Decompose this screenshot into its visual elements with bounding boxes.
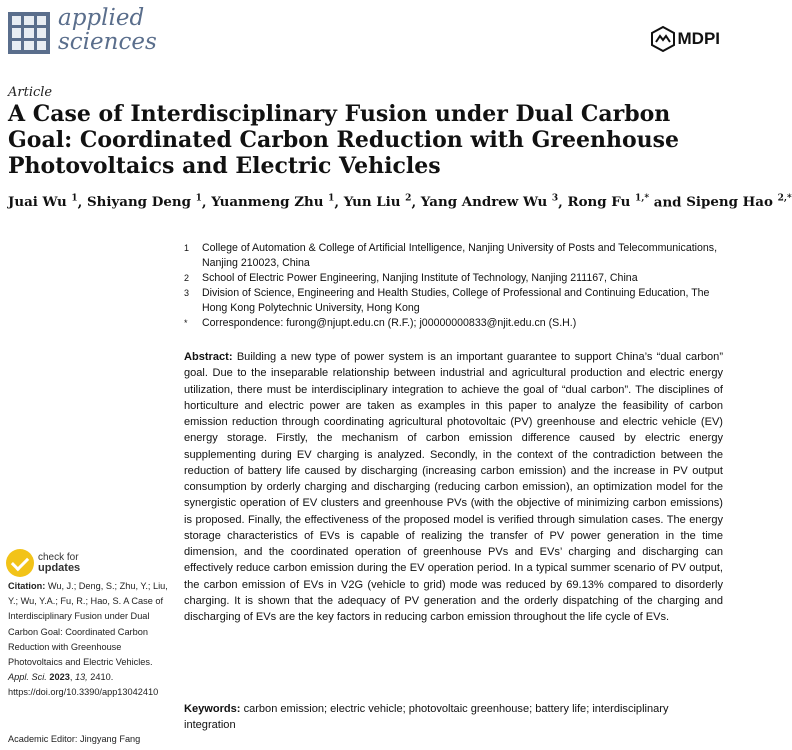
check-line1: check for [38,552,79,563]
author: Sipeng Hao $^{2,*}$ [686,194,792,211]
keywords-text: carbon emission; electric vehicle; photovoltaic greenhouse; battery life; interdisciplinary integration [184,703,669,732]
author-list: Juai Wu $^1$, Shiyang Deng $^1$, Yuanmeng Zhu $^1$, Yun Liu $^2$, Yang Andrew Wu $^3$, Rong Fu $^{1,*}$ and Sipeng Hao $^{2,*}$ [8,194,792,211]
check-for-updates-icon [6,549,34,577]
citation-doi-link[interactable]: 2410. https://doi.org/10.3390/app13042410 [8,672,159,698]
article-type: Article [8,85,53,100]
abstract [184,349,723,625]
academic-editor: Academic Editor: Jingyang Fang [8,734,141,744]
paper-title: A Case of Interdisciplinary Fusion under Dual Carbon Goal: Coordinated Carbon Reduction with Greenhouse Photovoltaics and Electric Vehicles [8,101,679,179]
journal-name-line2: sciences [58,29,157,55]
citation-year: 2023 [49,672,70,683]
check-line2: updates [38,562,81,574]
author: Shiyang Deng $^1$ [87,194,202,211]
author: Rong Fu $^{1,*}$ [567,194,650,211]
citation-volume: 13, [74,672,88,683]
author: Yun Liu $^2$ [343,194,412,211]
mdpi-logo-icon [651,26,675,52]
journal-name-line1: applied [58,5,145,31]
publisher-name: MDPI [677,29,720,48]
citation-label: Citation: [8,581,46,591]
journal-logo-icon [8,12,50,54]
abstract-text: Building a new type of power system is an important guarantee to support China’s “dual carbon” goal. Due to the inseparable relationship between industrial and agricultural production and electric energy utilization, there must be interdisciplinary integration to achieve the goal of “dual carbon”. The disciplines of horticulture and electric power are taken as examples in this paper to analyze the feasibility of carbon emission reduction through coordinating agricultural photovoltaic (PV) greenhouse and electric vehicle (EV) energy storage. Firstly, the mechanism of carbon emission difference caused by electric energy supplementing during EV charging is analyzed. Secondly, in the context of the contradiction between the reduction of battery life caused by discharging (increasing carbon emission) and the increase in PV output consumption by orderly charging and discharging (reducing carbon emission), an optimization model for the synergistic operation of EV clusters and greenhouse PVs (with the objective of minimizing carbon emissions) is proposed. Finally, the effectiveness of the proposed model is verified through simulation cases. The energy storage characteristics of EVs is capable of realizing the transfer of PV power generation in the time dimension, and the coordinated operation of greenhouse PVs and EVs’ charging and discharging can effectively reduce carbon emission during the EV operation period. In a typical summer scenario of PV output, the carbon emission of EVs in V2G (vehicle to grid) mode was reduced by 69.13% compared to disorderly charging. It is shown that the adequacy of PV generation and the orderly dispatching of the charging and discharging of EVs are the key factors in reducing carbon emission throughout the life cycle of EVs. [184,351,723,623]
journal-name [58,6,157,54]
citation-text: Wu, J.; Deng, S.; Zhu, Y.; Liu, Y.; Wu, Y.A.; Fu, R.; Hao, S. A Case of Interdisciplinary Fusion under Dual Carbon Goal: Coordinated Carbon Reduction with Greenhouse Photovoltaics and Electric Vehicles. [8,581,168,668]
check-for-updates-button[interactable] [6,549,80,577]
keywords [184,701,723,734]
publisher-logo [651,26,721,52]
author-connector: and [653,194,682,211]
author: Juai Wu $^1$ [8,194,78,211]
citation: Citation: Wu, J.; Deng, S.; Zhu, Y.; Liu, Y.; Wu, Y.A.; Fu, R.; Hao, S. A Case of Interdisciplinary Fusion under Dual Carbon Goal: Coordinated Carbon Reduction with Greenhouse Photovoltaics and Electric Vehicles. Appl. Sci. 2023, 13, 2410. https://doi.org/10.3390/app13042410 [8,581,168,698]
author: Yuanmeng Zhu $^1$ [211,194,335,211]
abstract-label: Abstract: [184,351,233,363]
author: Yang Andrew Wu $^3$ [420,194,559,211]
citation-journal: Appl. Sci. [8,672,47,683]
keywords-label: Keywords: [184,703,241,715]
